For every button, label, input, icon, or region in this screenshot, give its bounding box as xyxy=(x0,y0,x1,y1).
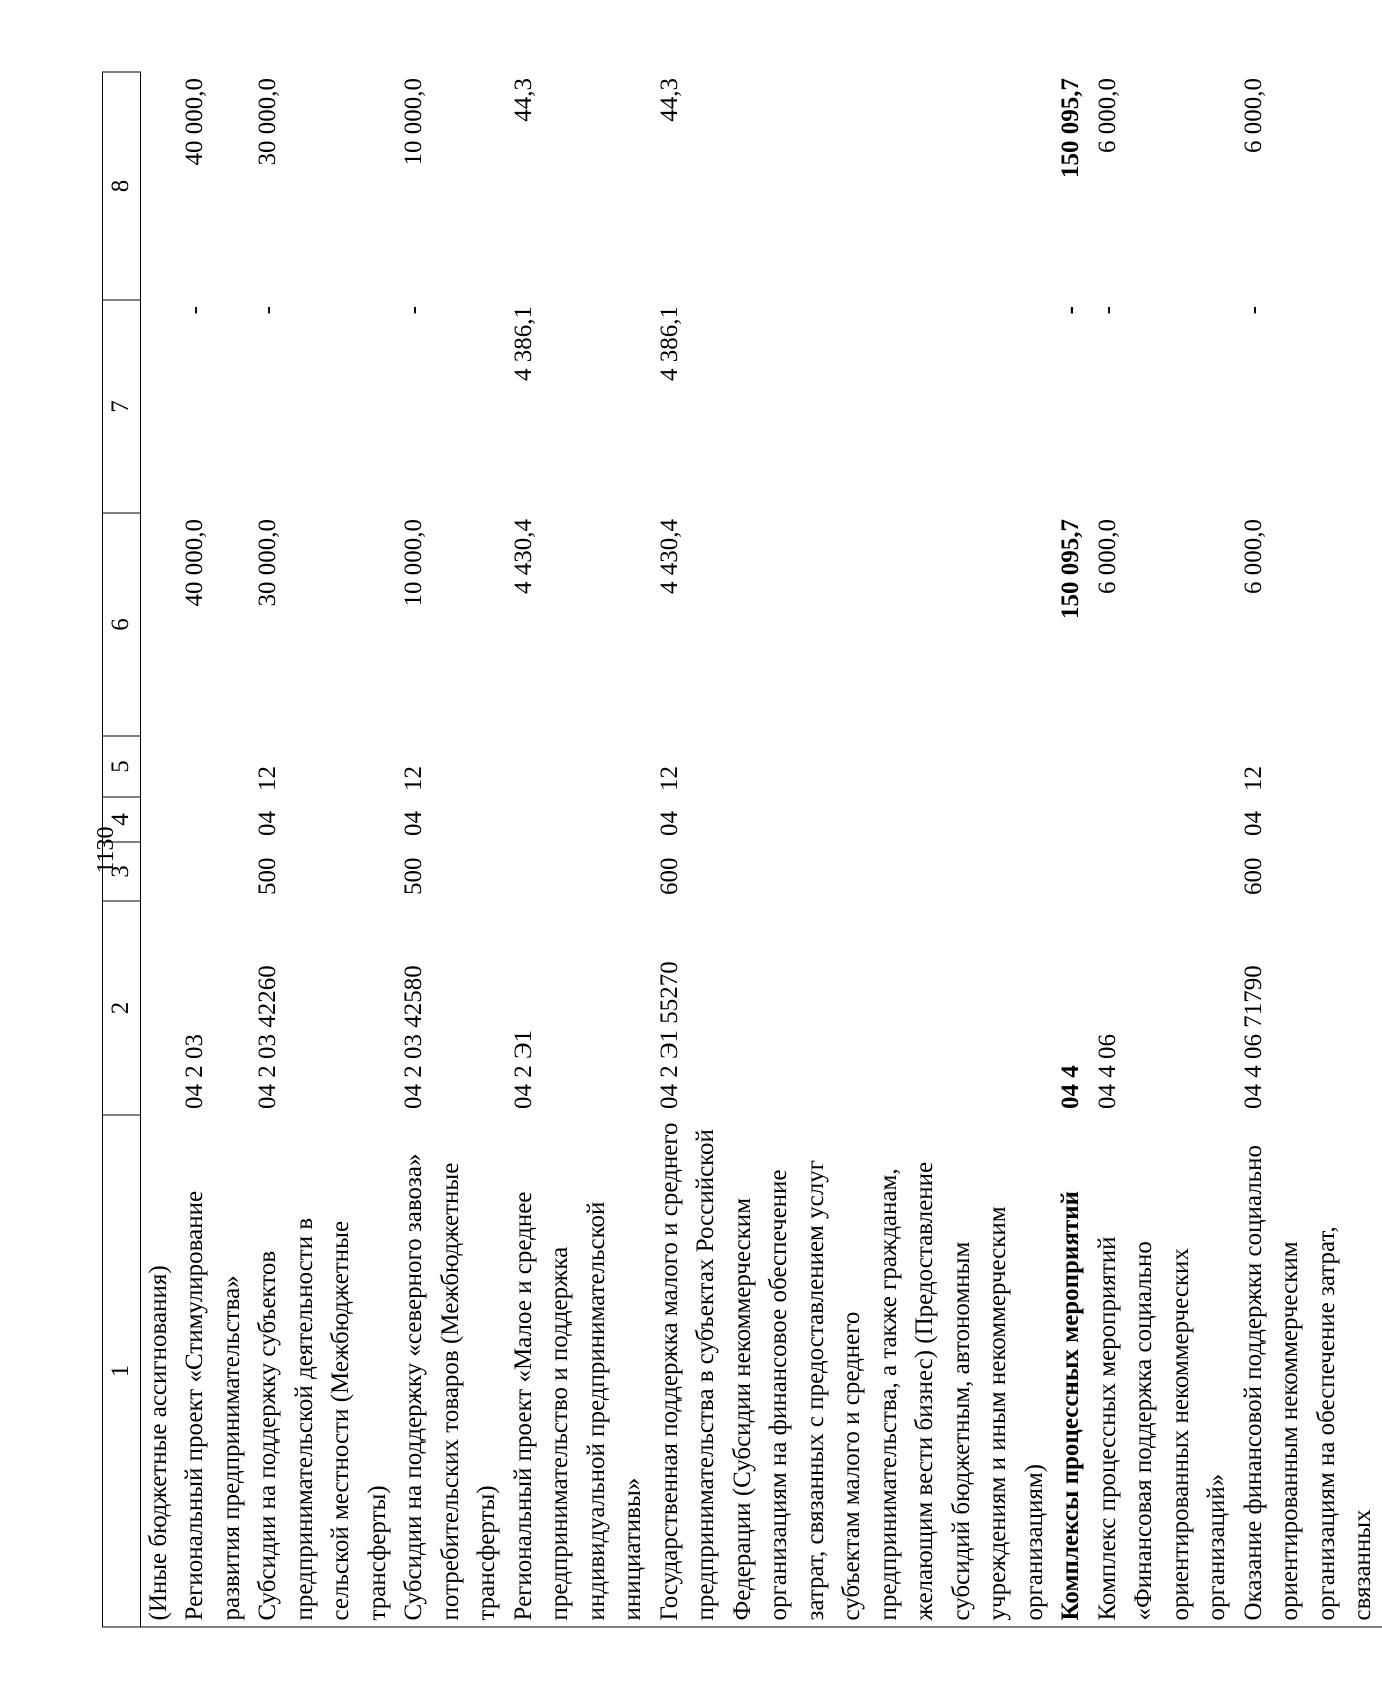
row-expense-type xyxy=(1053,842,1090,901)
table-row xyxy=(652,72,1054,1627)
row-section xyxy=(1053,797,1090,842)
table-body xyxy=(140,72,1382,1627)
row-amount-total xyxy=(140,513,177,736)
table-row xyxy=(140,72,177,1627)
table-row xyxy=(177,72,250,1627)
row-expense-type: 600 xyxy=(655,857,683,895)
row-section: 04 xyxy=(400,811,427,836)
row-amount-regional: 6 000,0 xyxy=(1093,78,1121,153)
row-code: 04 2 Э1 55270 xyxy=(655,961,683,1109)
row-section xyxy=(177,797,250,842)
column-header: 2 xyxy=(103,901,141,1115)
row-subsection: 12 xyxy=(1239,766,1267,791)
table-row xyxy=(396,72,506,1627)
row-name: Региональный проект «Малое и среднее предпринимательство и поддержка индивидуальной предпринимательской инициативы» xyxy=(509,1191,646,1621)
row-expense-type xyxy=(1090,842,1236,901)
budget-table xyxy=(102,72,1382,1628)
row-amount-total: 4 430,4 xyxy=(655,519,683,594)
row-amount-regional: 150 095,7 xyxy=(1057,78,1084,178)
row-code: 04 2 03 xyxy=(181,1034,208,1109)
row-section xyxy=(1090,797,1236,842)
row-amount-total: 10 000,0 xyxy=(400,519,427,607)
row-amount-regional: 40 000,0 xyxy=(181,78,208,166)
row-subsection xyxy=(1053,736,1090,797)
row-amount-regional: 6 000,0 xyxy=(1239,78,1267,153)
page-number: 1130 xyxy=(93,826,119,874)
table-header-row xyxy=(103,72,141,1627)
row-amount-federal: - xyxy=(1239,306,1267,315)
row-name: Комплексы процессных мероприятий xyxy=(1057,1191,1084,1621)
row-amount-federal: - xyxy=(400,306,427,315)
row-subsection xyxy=(1090,736,1236,797)
column-header: 1 xyxy=(103,1115,141,1627)
row-name: (Иные бюджетные ассигнования) xyxy=(144,1265,172,1621)
row-expense-type: 600 xyxy=(1239,857,1267,895)
column-header: 5 xyxy=(103,736,141,797)
row-code: 04 4 xyxy=(1057,1065,1084,1109)
column-header: 3 xyxy=(103,842,141,901)
row-amount-federal: 4 386,1 xyxy=(655,306,683,381)
row-amount-total: 40 000,0 xyxy=(181,519,208,607)
row-expense-type xyxy=(177,842,250,901)
row-expense-type: 500 xyxy=(400,857,427,895)
row-section: 04 xyxy=(655,811,683,836)
row-amount-regional: 44,3 xyxy=(509,78,537,122)
row-name: Субсидии на поддержку «северного завоза» потребительских товаров (Межбюджетные трансферты) xyxy=(400,1153,500,1621)
table-row xyxy=(506,72,652,1627)
row-amount-federal xyxy=(140,300,177,513)
row-amount-federal: - xyxy=(1057,306,1084,315)
column-header: 6 xyxy=(103,513,141,736)
row-subsection: 12 xyxy=(655,766,683,791)
row-amount-total: 4 430,4 xyxy=(509,519,537,594)
row-expense-type xyxy=(506,842,652,901)
table-row xyxy=(250,72,396,1627)
row-section xyxy=(506,797,652,842)
row-code: 04 4 06 71790 xyxy=(1239,965,1267,1109)
column-header: 4 xyxy=(103,797,141,842)
row-name: Оказание финансовой поддержки социально ориентированным некоммерческим организациям на обеспечение затрат, связанных xyxy=(1239,1145,1376,1621)
row-section xyxy=(140,797,177,842)
row-name: Региональный проект «Стимулирование развития предпринимательства» xyxy=(181,1190,245,1621)
row-code: 04 2 03 42260 xyxy=(254,965,281,1109)
row-amount-total: 150 095,7 xyxy=(1057,519,1084,619)
row-amount-federal: - xyxy=(254,306,281,315)
row-amount-total: 6 000,0 xyxy=(1093,519,1121,594)
row-section: 04 xyxy=(254,811,281,836)
column-header: 7 xyxy=(103,300,141,513)
row-amount-federal: 4 386,1 xyxy=(509,306,537,381)
row-section: 04 xyxy=(1239,811,1267,836)
row-expense-type: 500 xyxy=(254,857,281,895)
row-name: Государственная поддержка малого и среднего предпринимательства в субъектах Российской Федерации (Субсидии некоммерческим организациям на финансовое обеспечение затрат, связанных с предоставлением услуг субъектам малого и среднего предпринимательства, а также гражданам, желающим вести бизнес) (Предоставление субсидий бюджетным, автономным учреждениям и иным некоммерческим организациям) xyxy=(655,1122,1048,1621)
row-subsection: 12 xyxy=(254,766,281,791)
row-code xyxy=(140,901,177,1115)
row-name: Субсидии на поддержку субъектов предпринимательской деятельности в сельской местности (Межбюджетные трансферты) xyxy=(254,1217,391,1621)
row-subsection: 12 xyxy=(400,766,427,791)
table-row xyxy=(1090,72,1236,1627)
row-code: 04 4 06 xyxy=(1093,1034,1121,1109)
row-code: 04 2 03 42580 xyxy=(400,965,427,1109)
row-expense-type xyxy=(140,842,177,901)
row-subsection xyxy=(506,736,652,797)
row-amount-regional xyxy=(140,72,177,300)
row-amount-total: 30 000,0 xyxy=(254,519,281,607)
row-amount-regional: 44,3 xyxy=(655,78,683,122)
table-row xyxy=(1236,72,1382,1627)
rotated-page xyxy=(102,73,1376,1628)
table-row xyxy=(1053,72,1090,1627)
column-header: 8 xyxy=(103,72,141,300)
row-amount-federal: - xyxy=(181,306,208,315)
row-amount-total: 6 000,0 xyxy=(1239,519,1267,594)
row-amount-federal: - xyxy=(1093,306,1121,315)
row-subsection xyxy=(140,736,177,797)
row-amount-regional: 10 000,0 xyxy=(400,78,427,166)
row-code: 04 2 Э1 xyxy=(509,1029,537,1109)
row-name: Комплекс процессных мероприятий «Финансовая поддержка социально ориентированных некоммерческих организаций» xyxy=(1093,1236,1230,1621)
row-subsection xyxy=(177,736,250,797)
row-amount-regional: 30 000,0 xyxy=(254,78,281,166)
